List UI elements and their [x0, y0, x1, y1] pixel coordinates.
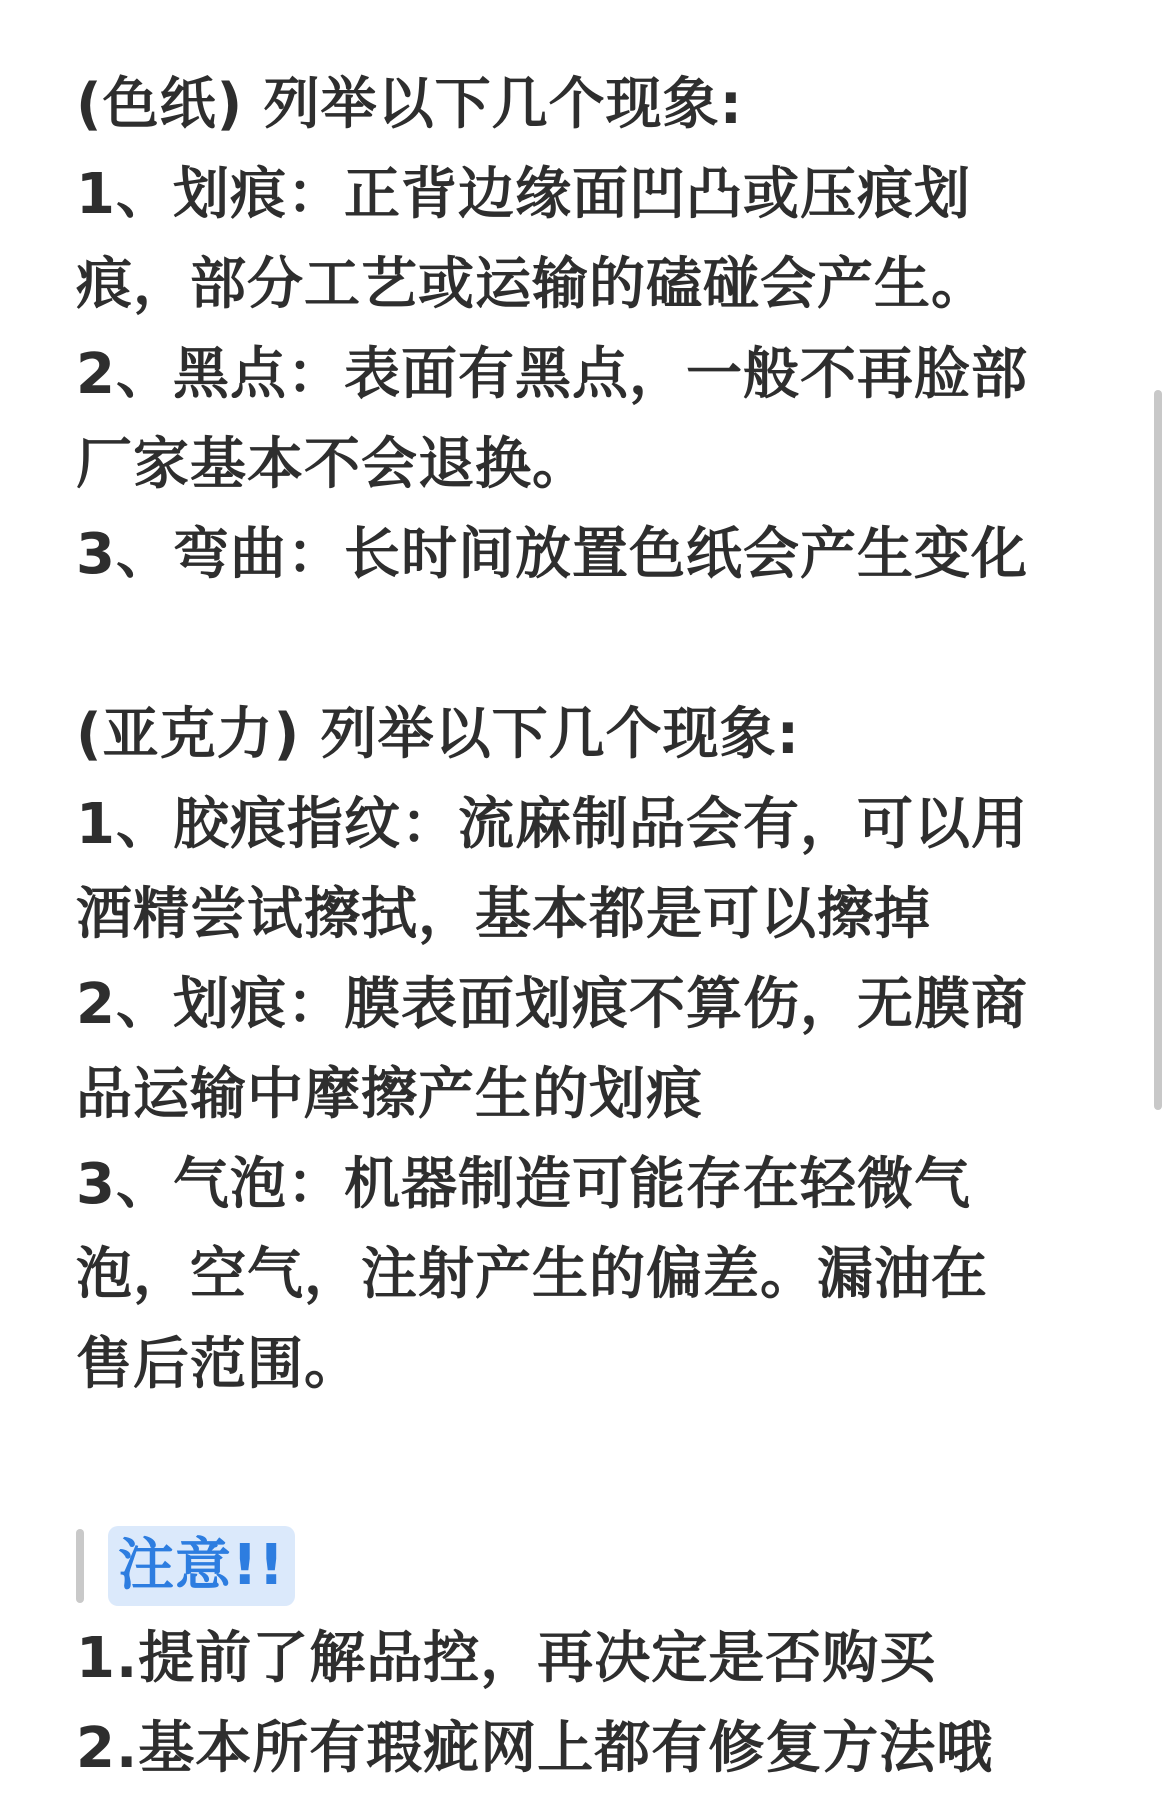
acrylic-item-line: 1、胶痕指纹：流麻制品会有，可以用 — [76, 792, 1028, 857]
paper-item-line: 痕，部分工艺或运输的磕碰会产生。 — [76, 252, 988, 317]
paper-item-line: 2、黑点：表面有黑点，一般不再脸部 — [76, 342, 1028, 407]
article-content — [76, 60, 1096, 1794]
acrylic-item-line: 2、划痕：膜表面划痕不算伤，无膜商 — [76, 972, 1028, 1037]
acrylic-item-line: 泡，空气，注射产生的偏差。漏油在 — [76, 1242, 988, 1307]
section-heading-paper: (色纸) 列举以下几个现象: — [76, 72, 744, 137]
paper-item-line: 厂家基本不会退换。 — [76, 432, 589, 497]
scrollbar[interactable] — [1154, 390, 1162, 1110]
quote-bar — [76, 1529, 84, 1603]
acrylic-item-line: 3、气泡：机器制造可能存在轻微气 — [76, 1152, 971, 1217]
acrylic-item-line: 售后范围。 — [76, 1332, 361, 1397]
notice-heading — [76, 1518, 1096, 1614]
notice-item-line: 1.提前了解品控，再决定是否购买 — [76, 1626, 937, 1691]
notice-label: 注意!! — [108, 1526, 295, 1606]
section-spacer — [76, 600, 1096, 690]
acrylic-item-line: 酒精尝试擦拭，基本都是可以擦掉 — [76, 882, 931, 947]
section-spacer — [76, 1410, 1096, 1518]
paper-item-line: 3、弯曲：长时间放置色纸会产生变化 — [76, 522, 1028, 587]
notice-item-line: 2.基本所有瑕疵网上都有修复方法哦 — [76, 1716, 994, 1781]
acrylic-item-line: 品运输中摩擦产生的划痕 — [76, 1062, 703, 1127]
section-heading-acrylic: (亚克力) 列举以下几个现象: — [76, 702, 801, 767]
paper-item-line: 1、划痕：正背边缘面凹凸或压痕划 — [76, 162, 971, 227]
